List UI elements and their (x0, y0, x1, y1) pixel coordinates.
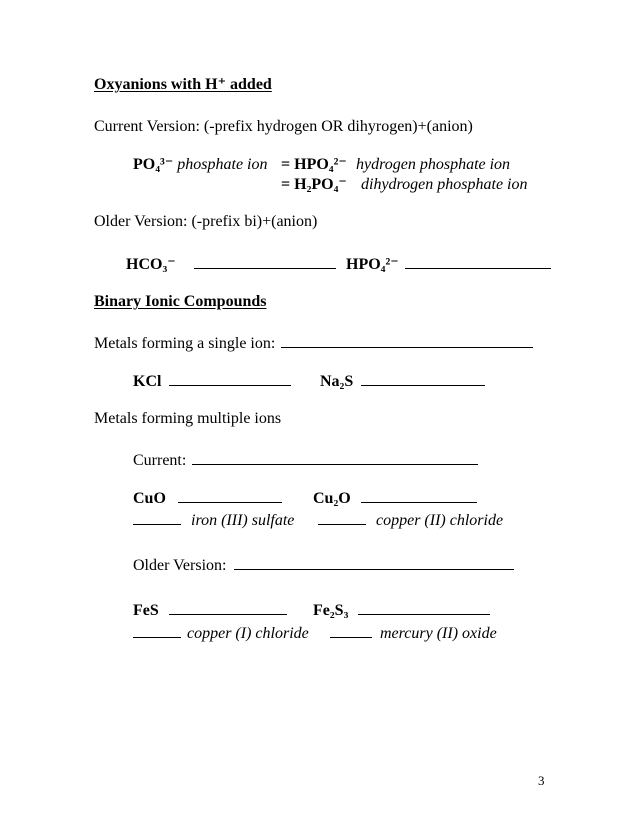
current-label: Current: (133, 452, 187, 469)
kcl-row (133, 371, 291, 392)
hydrogen-phosphate-name: hydrogen phosphate ion (356, 156, 511, 173)
fes-formula: FeS (133, 602, 159, 619)
mercury-oxide-name: mercury (II) oxide (380, 625, 497, 642)
copper-i-chloride-row (133, 623, 309, 644)
fes-row (133, 600, 287, 621)
answer-blank[interactable] (405, 254, 551, 269)
answer-blank[interactable] (169, 600, 287, 615)
answer-blank[interactable] (318, 510, 366, 525)
copper-ii-chloride-name: copper (II) chloride (376, 512, 504, 529)
mercury-oxide-row (330, 623, 497, 644)
phosphate-name: phosphate ion (177, 156, 268, 173)
iron-sulfate-row (133, 510, 294, 531)
hpo4-formula: HPO₄²⁻ (346, 256, 399, 273)
answer-blank[interactable] (330, 623, 372, 638)
answer-blank[interactable] (281, 333, 533, 348)
answer-blank[interactable] (133, 623, 181, 638)
dihydrogen-phosphate-name: dihydrogen phosphate ion (361, 176, 528, 193)
copper-i-chloride-name: copper (I) chloride (187, 625, 309, 642)
iron-sulfate-name: iron (III) sulfate (191, 512, 295, 529)
phosphate-example-row (133, 155, 267, 175)
multiple-ions-label: Metals forming multiple ions (94, 410, 282, 427)
older-version-label: Older Version: (133, 557, 227, 574)
copper-chloride-row (318, 510, 503, 531)
answer-blank[interactable] (361, 488, 477, 503)
bicarbonate-row (126, 254, 336, 275)
hco3-formula: HCO₃⁻ (126, 256, 176, 273)
cu2o-formula: Cu₂O (313, 490, 351, 507)
phosphate-formula: PO₄³⁻ (133, 156, 174, 173)
kcl-formula: KCl (133, 373, 162, 390)
cuo-row (133, 488, 282, 509)
single-ion-label: Metals forming a single ion: (94, 335, 276, 352)
older-version-line: Older Version: (-prefix bi)+(anion) (94, 213, 318, 230)
answer-blank[interactable] (194, 254, 336, 269)
answer-blank[interactable] (234, 555, 514, 570)
older-version-row (133, 555, 514, 576)
page-number: 3 (538, 773, 545, 788)
current-row (133, 450, 478, 471)
answer-blank[interactable] (169, 371, 291, 386)
hydrogen-phosphate-formula: = HPO₄²⁻ (281, 156, 347, 173)
answer-blank[interactable] (192, 450, 478, 465)
na2s-row (320, 371, 485, 392)
answer-blank[interactable] (178, 488, 282, 503)
answer-blank[interactable] (358, 600, 490, 615)
na2s-formula: Na₂S (320, 373, 354, 390)
single-ion-row (94, 333, 533, 354)
current-version-line: Current Version: (-prefix hydrogen OR dihyrogen)+(anion) (94, 118, 473, 135)
oxyanions-heading: Oxyanions with H⁺ added (94, 76, 272, 93)
dihydrogen-phosphate-formula: = H₂PO₄⁻ (281, 176, 347, 193)
answer-blank[interactable] (361, 371, 485, 386)
binary-ionic-heading: Binary Ionic Compounds (94, 293, 267, 310)
biphosphate-row (346, 254, 551, 275)
answer-blank[interactable] (133, 510, 181, 525)
fe2s3-formula: Fe₂S₃ (313, 602, 349, 619)
cu2o-row (313, 488, 477, 509)
fe2s3-row (313, 600, 490, 621)
cuo-formula: CuO (133, 490, 166, 507)
